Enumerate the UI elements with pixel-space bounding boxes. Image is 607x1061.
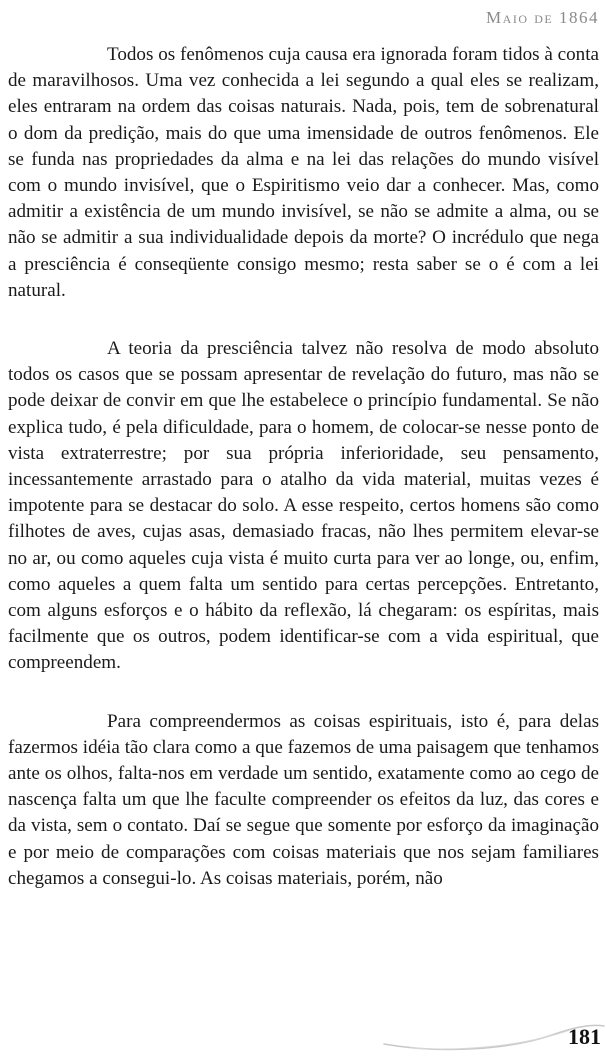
page-number: 181 xyxy=(568,1024,601,1049)
running-head: Maio de 1864 xyxy=(486,8,599,27)
body-text xyxy=(8,42,599,892)
paragraph-2: A teoria da presciência talvez não resolva de modo absoluto todos os casos que se possam apresentar de revelação do futuro, mas não se pode deixar de convir em que lhe estabelece o princípio fundamental. Se não explica tudo, é pela dificuldade, para o homem, de colocar-se nesse ponto de vista extraterrestre; por sua própria inferioridade, seu pensamento, incessantemente arrastado para o atalho da vida material, muitas vezes é impotente para se destacar do solo. A esse respeito, certos homens são como filhotes de aves, cujas asas, demasiado fracas, não lhes permitem elevar-se no ar, ou como aqueles cuja vista é muito curta para ver ao longe, ou, enfim, como aqueles a quem falta um sentido para certas percepções. Entretanto, com alguns esforços e o hábito da reflexão, lá chegaram: os espíritas, mais facilmente que os outros, podem identificar-se com a vida espiritual, que compreendem. xyxy=(8,338,599,674)
paragraph-1: Todos os fenômenos cuja causa era ignorada foram tidos à conta de maravilhosos. Uma vez conhecida a lei segundo a qual eles se realizam, eles entraram na ordem das coisas naturais. Nada, pois, tem de sobrenatural o dom da predição, mais do que uma imensidade de outros fenômenos. Ele se funda nas propriedades da alma e na lei das relações do mundo visível com o mundo invisível, que o Espiritismo veio dar a conhecer. Mas, como admitir a existência de um mundo invisível, se não se admite a alma, ou se não se admitir a sua individualidade depois da morte? O incrédulo que nega a presciência é conseqüente consigo mesmo; resta saber se o é com a lei natural. xyxy=(8,44,599,301)
paragraph-3: Para compreendermos as coisas espirituais, isto é, para delas fazermos idéia tão clara como a que fazemos de uma paisagem que tenhamos ante os olhos, falta-nos em verdade um sentido, exatamente como ao cego de nascença falta um que lhe faculte compreender os efeitos da luz, das cores e da vista, sem o contato. Daí se segue que somente por esforço da imaginação e por meio de comparações com coisas materiais que nos sejam familiares chegamos a consegui-lo. As coisas materiais, porém, não xyxy=(8,710,599,889)
